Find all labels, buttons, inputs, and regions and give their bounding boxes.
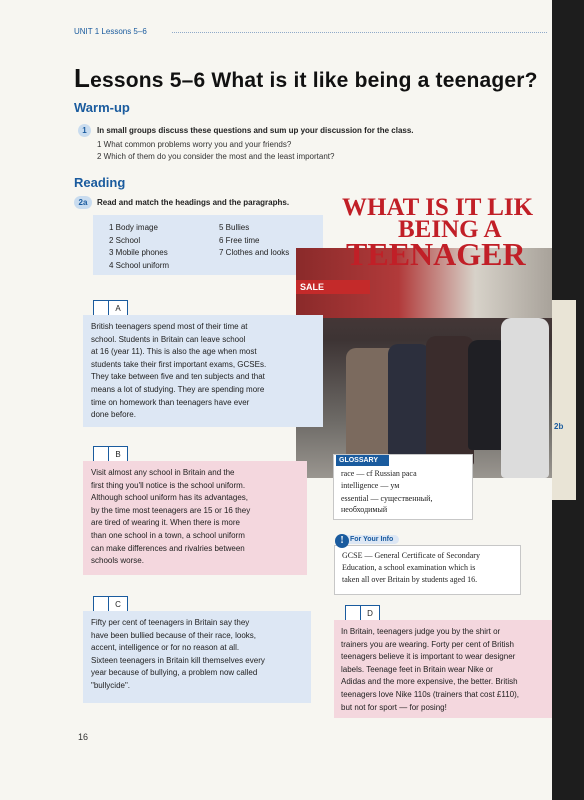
heading-item: 2 School: [109, 235, 141, 245]
text-line: Visit almost any school in Britain and the: [91, 468, 235, 477]
headings-column-2: [219, 222, 289, 260]
warmup-question-1: 1 What common problems worry you and your friends?: [97, 140, 292, 149]
warmup-heading: Warm-up: [74, 100, 130, 115]
paragraph-a-letter: A: [108, 300, 128, 318]
heading-item: 1 Body image: [109, 223, 158, 232]
unit-divider: [172, 32, 547, 33]
person-figure: [388, 344, 430, 464]
glossary-entry: необходимый: [341, 505, 388, 514]
heading-item: 4 School uniform: [109, 260, 170, 270]
warmup-instruction: In small groups discuss these questions and sum up your discussion for the class.: [97, 126, 414, 135]
heading-item: 5 Bullies: [219, 223, 250, 232]
text-line: first thing you'll notice is the school uniform.: [91, 480, 246, 490]
unit-label: UNIT 1 Lessons 5–6: [74, 27, 147, 36]
text-line: time on homework than teenagers have ever: [91, 397, 250, 407]
headline-line-1: WHAT IS IT LIK: [342, 194, 534, 221]
paragraph-a: [83, 315, 323, 427]
next-page-paper: [552, 300, 576, 500]
paragraph-c-letter: C: [108, 596, 128, 614]
text-line: trainers you are wearing. Forty per cent of British: [341, 639, 514, 649]
info-line: Education, a school examination which is: [342, 563, 476, 572]
paragraph-c: [83, 611, 311, 703]
headline-line-3: TEENAGER: [346, 236, 526, 272]
glossary-entry: race — cf Russian раса: [341, 469, 417, 478]
person-figure: [501, 318, 549, 478]
title-text: essons 5–6 What is it like being a teenager?: [90, 69, 538, 92]
text-line: have been bullied because of their race, looks,: [91, 630, 256, 640]
person-figure: [426, 336, 474, 466]
task-number-1: 1: [78, 124, 91, 137]
paragraph-d: [334, 620, 552, 718]
page-number: 16: [78, 732, 89, 742]
text-line: by the time most teenagers are 15 or 16 they: [91, 505, 251, 515]
answer-box-b[interactable]: [93, 446, 109, 462]
text-line: but not for sport — for posing!: [341, 702, 447, 712]
text-line: In Britain, teenagers judge you by the shirt or: [341, 627, 501, 636]
headings-list: [93, 215, 323, 275]
glossary-entry: intelligence — ум: [341, 481, 400, 490]
headline-line-2: BEING A: [398, 216, 502, 243]
text-line: labels. Teenage feet in Britain wear Nike or: [341, 664, 493, 674]
text-line: teenagers believe it is important to wear designer: [341, 652, 516, 662]
heading-item: 7 Clothes and looks: [219, 248, 290, 257]
answer-box-a[interactable]: [93, 300, 109, 316]
answer-box-c[interactable]: [93, 596, 109, 612]
glossary-entry: essential — существенный,: [341, 494, 433, 503]
text-line: Although school uniform has its advantages,: [91, 493, 248, 503]
text-line: British teenagers spend most of their time at: [91, 322, 248, 331]
heading-item: 6 Free time: [219, 235, 260, 245]
glossary-title: GLOSSARY: [336, 455, 389, 466]
text-line: are tired of wearing it. When there is more: [91, 518, 240, 528]
paragraph-b-text: [91, 467, 250, 568]
task-number-2a: 2a: [74, 196, 92, 209]
sale-sign: SALE: [296, 280, 370, 294]
text-line: year because of bullying, a problem now called: [91, 668, 258, 678]
text-line: means a lot of studying. They are spending more: [91, 384, 265, 394]
page-title: [74, 63, 538, 94]
paragraph-b: [83, 461, 307, 575]
text-line: They take between five and ten subjects and that: [91, 372, 265, 382]
next-page-edge: [552, 0, 584, 800]
title-initial: L: [74, 63, 91, 93]
text-line: "bullycide".: [91, 680, 131, 690]
info-icon: !: [335, 534, 349, 548]
text-line: school. Students in Britain can leave school: [91, 334, 246, 344]
info-line: taken all over Britain by students aged 16.: [342, 575, 478, 584]
text-line: teenagers love Nike 110s (trainers that cost £110),: [341, 689, 520, 699]
warmup-question-2: 2 Which of them do you consider the most and the least important?: [97, 152, 335, 161]
reading-heading: Reading: [74, 175, 126, 190]
text-line: accent, intelligence or for no reason at all.: [91, 643, 240, 653]
text-line: at 16 (year 11). This is also the age when most: [91, 347, 257, 357]
headings-column-1: [109, 222, 169, 272]
paragraph-d-text: [341, 626, 519, 714]
paragraph-b-letter: B: [108, 446, 128, 464]
paragraph-a-text: [91, 321, 266, 422]
text-line: than one school in a town, a school uniform: [91, 530, 245, 540]
text-line: can make differences and rivalries between: [91, 543, 245, 553]
text-line: Sixteen teenagers in Britain kill themselves every: [91, 655, 265, 665]
text-line: schools worse.: [91, 556, 144, 566]
info-line: GCSE — General Certificate of Secondary: [342, 551, 480, 560]
heading-item: 3 Mobile phones: [109, 248, 168, 257]
info-label: For Your Info: [338, 535, 399, 544]
answer-box-d[interactable]: [345, 605, 361, 621]
text-line: Fifty per cent of teenagers in Britain say they: [91, 618, 250, 627]
reading-instruction: Read and match the headings and the paragraphs.: [97, 198, 290, 207]
text-line: students take their first important exams, GCSEs.: [91, 359, 267, 369]
paragraph-d-letter: D: [360, 605, 380, 623]
paragraph-c-text: [91, 617, 265, 693]
next-page-task-number: 2b: [554, 422, 564, 431]
text-line: done before.: [91, 410, 136, 420]
teenagers-photo: [296, 248, 552, 478]
text-line: Adidas and the more expensive, the better. British: [341, 677, 518, 687]
